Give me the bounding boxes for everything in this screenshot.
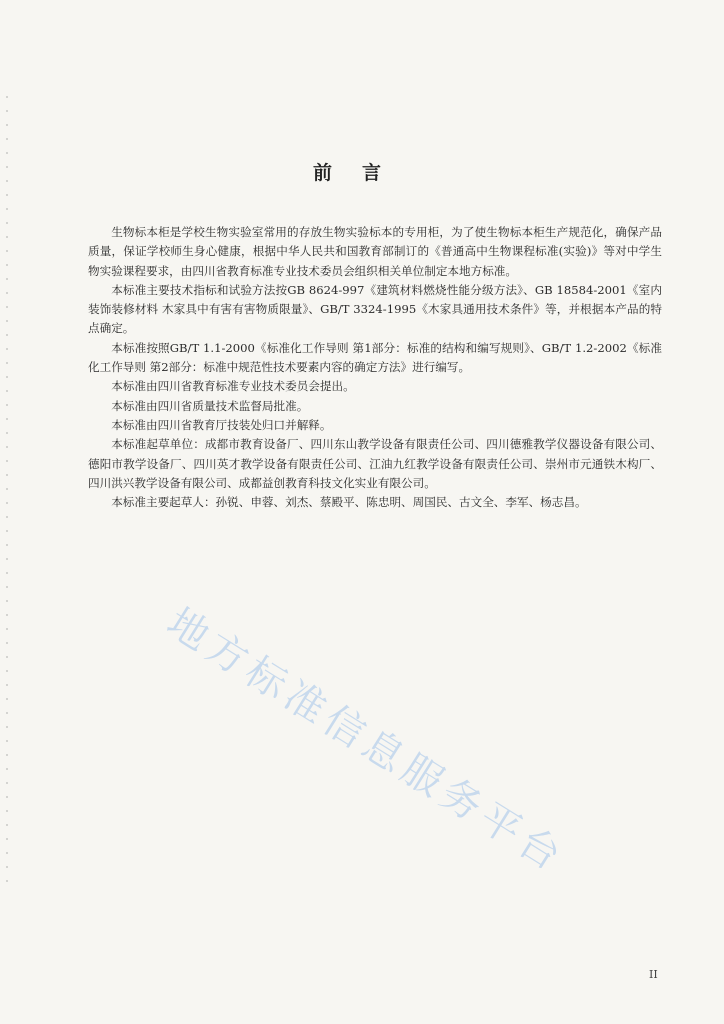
paragraph-approved-by: 本标准由四川省质量技术监督局批准。 xyxy=(111,398,309,413)
paragraph-drafters: 本标准主要起草人：孙锐、申蓉、刘杰、蔡殿平、陈忠明、周国民、古文全、李军、杨志昌。 xyxy=(111,495,587,510)
binding-margin-dots xyxy=(6,90,8,890)
paragraph-interpreted-by: 本标准由四川省教育厅技装处归口并解释。 xyxy=(111,417,332,432)
page-number: II xyxy=(649,968,658,981)
foreword-body xyxy=(88,223,662,512)
paragraph-technical-basis: 本标准主要技术指标和试验方法按GB 8624-997《建筑材料燃烧性能分级方法》、GB 18584-2001《室内装饰装修材料 木家具中有害有害物质限量》、GB/T 3324-1995《木家具通用技术条件》等，并根据本产品的特点确定。 xyxy=(88,282,662,336)
watermark: 地方标准信息服务平台 xyxy=(158,599,574,883)
paragraph-drafting-units: 本标准起草单位：成都市教育设备厂、四川东山教学设备有限责任公司、四川德雅教学仪器设备有限公司、德阳市教学设备厂、四川英才教学设备有限责任公司、江油九红教学设备有限责任公司、崇州市元通铁木构厂、四川洪兴教学设备有限公司、成都益创教育科技文化实业有限公司。 xyxy=(88,437,662,490)
page-title: 前言 xyxy=(312,162,411,184)
paragraph-proposed-by: 本标准由四川省教育标准专业技术委员会提出。 xyxy=(111,379,355,394)
paragraph-purpose: 生物标本柜是学校生物实验室常用的存放生物实验标本的专用柜，为了使生物标本柜生产规范化，确保产品质量，保证学校师生身心健康，根据中华人民共和国教育部制订的《普通高中生物课程标准(实验)》等对中学生物实验课程要求，由四川省教育标准专业技术委员会组织相关单位制定本地方标准。 xyxy=(88,225,662,278)
paragraph-drafting-rules: 本标准按照GB/T 1.1-2000《标准化工作导则 第1部分：标准的结构和编写规则》、GB/T 1.2-2002《标准化工作导则 第2部分：标准中规范性技术要素内容的确定方法》进行编写。 xyxy=(88,340,662,375)
